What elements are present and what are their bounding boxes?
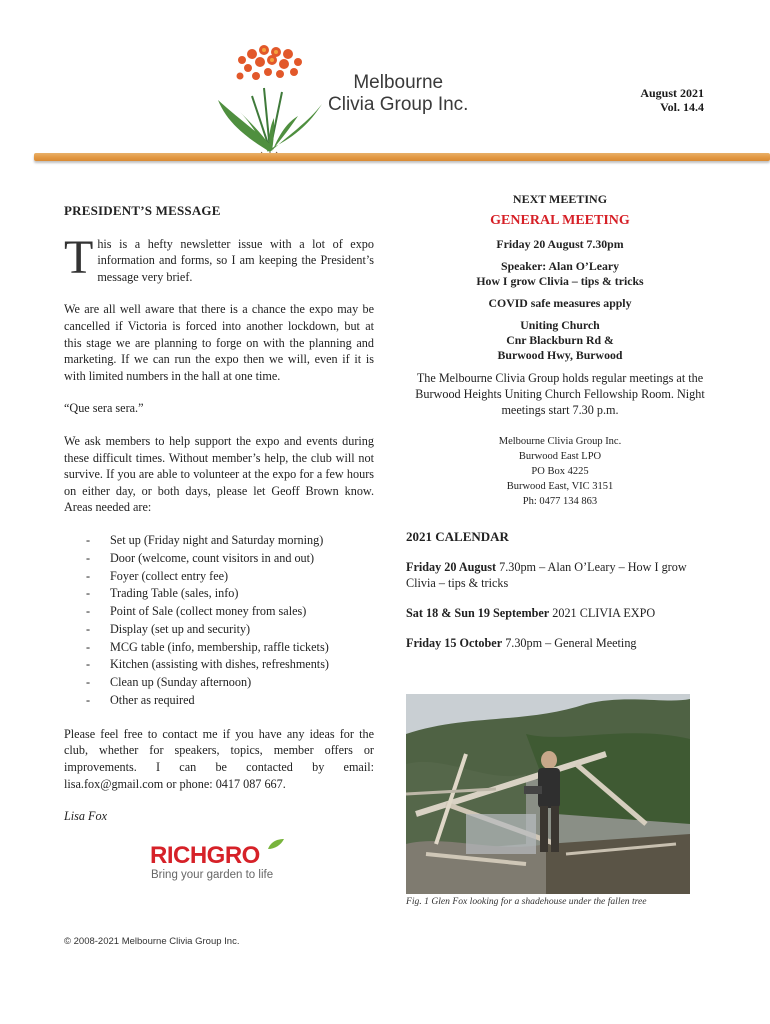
list-item: - Point of Sale (collect money from sales) (86, 604, 307, 619)
calendar-event: Sat 18 & Sun 19 September 2021 CLIVIA EXPO (406, 606, 656, 620)
footer-copyright: © 2008-2021 Melbourne Clivia Group Inc. (64, 936, 240, 947)
address-line: Burwood East, VIC 3151 (506, 481, 614, 492)
volunteer-list (64, 532, 374, 710)
sponsor-name: RICHGRO (150, 842, 260, 869)
list-item: - MCG table (info, membership, raffle tickets) (86, 639, 329, 654)
calendar-event: Friday 20 August 7.30pm – Alan O’Leary – How I grow Clivia – tips & tricks (406, 560, 687, 590)
president-para-1 (64, 230, 374, 286)
clivia-logo-illustration (212, 40, 328, 158)
next-meeting-label: NEXT MEETING (512, 192, 608, 206)
president-para-3: “Que sera sera.” (64, 401, 144, 416)
covid-note: COVID safe measures apply (488, 296, 632, 310)
calendar-heading: 2021 CALENDAR (406, 529, 509, 544)
brand-line-2: Clivia Group Inc. (328, 94, 469, 115)
issue-info (640, 86, 704, 114)
president-message (64, 203, 374, 841)
general-meeting-title: GENERAL MEETING (490, 213, 630, 228)
list-item: - Clean up (Sunday afternoon) (86, 675, 252, 690)
address-line: Melbourne Clivia Group Inc. (498, 436, 622, 447)
list-item: - Set up (Friday night and Saturday morning) (86, 532, 324, 547)
brand-line-1: Melbourne (353, 72, 444, 93)
president-para-4: We ask members to help support the expo and events during these difficult times. Without member’s help, the club will not survive. If you are able to volunteer at the expo for a few hours on either day, or both days, please let Geoff Brown know. Areas needed are: (64, 433, 374, 515)
header-divider (34, 150, 770, 164)
meeting-when: Friday 20 August 7.30pm (496, 237, 624, 251)
sponsor-logo[interactable] (150, 838, 300, 888)
issue-date: August 2021 (640, 86, 704, 100)
list-item: - Foyer (collect entry fee) (86, 568, 229, 583)
postal-address (404, 434, 716, 509)
meeting-speaker: Speaker: Alan O’Leary (501, 259, 619, 273)
sponsor-tagline: Bring your garden to life (151, 869, 274, 881)
issue-volume: Vol. 14.4 (660, 100, 704, 114)
calendar-section (406, 529, 706, 665)
para-1-text: his is a hefty newsletter issue with a lot of expo information and forms, so I am keeping the President’s message very brief. (97, 236, 374, 284)
address-line: PO Box 4225 (531, 466, 589, 477)
meeting-description: The Melbourne Clivia Group holds regular meetings at the Burwood Heights Uniting Church Fellowship Room. Night meetings start 7.30 p.m. (415, 371, 705, 417)
venue-line-3: Burwood Hwy, Burwood (497, 348, 623, 362)
address-line: Burwood East LPO (518, 451, 602, 462)
meeting-topic: How I grow Clivia – tips & tricks (476, 274, 644, 288)
list-item: - Trading Table (sales, info) (86, 586, 239, 601)
president-heading: PRESIDENT’S MESSAGE (64, 203, 221, 218)
photo-caption: Fig. 1 Glen Fox looking for a shadehouse under the fallen tree (406, 896, 647, 907)
list-item: - Other as required (86, 693, 195, 708)
president-para-5: Please feel free to contact me if you have any ideas for the club, whether for speakers, topics, member offers or improvements. I can be contacted by email: lisa.fox@gmail.com or phone: 0417 087 667. (64, 726, 374, 791)
president-para-2: We are all well aware that there is a chance the expo may be cancelled if Victoria is forced into another lockdown, but at this stage we are planning to forge on with the planning and marketing. If we can run the expo then we will, even if it is with limited numbers in the hall at one time. (64, 302, 374, 383)
next-meeting-box (404, 192, 716, 509)
drop-cap: T (64, 230, 94, 284)
list-item: - Door (welcome, count visitors in and out) (86, 550, 315, 565)
calendar-event: Friday 15 October 7.30pm – General Meeting (406, 636, 637, 650)
signature: Lisa Fox (64, 809, 107, 824)
brand-name (328, 72, 468, 116)
list-item: - Kitchen (assisting with dishes, refreshments) (86, 657, 329, 672)
address-line: Ph: 0477 134 863 (522, 496, 598, 507)
leaf-icon (267, 838, 285, 850)
fallen-tree-photo (406, 694, 690, 894)
venue-line-1: Uniting Church (520, 318, 600, 332)
list-item: - Display (set up and security) (86, 621, 251, 636)
venue-line-2: Cnr Blackburn Rd & (506, 333, 614, 347)
